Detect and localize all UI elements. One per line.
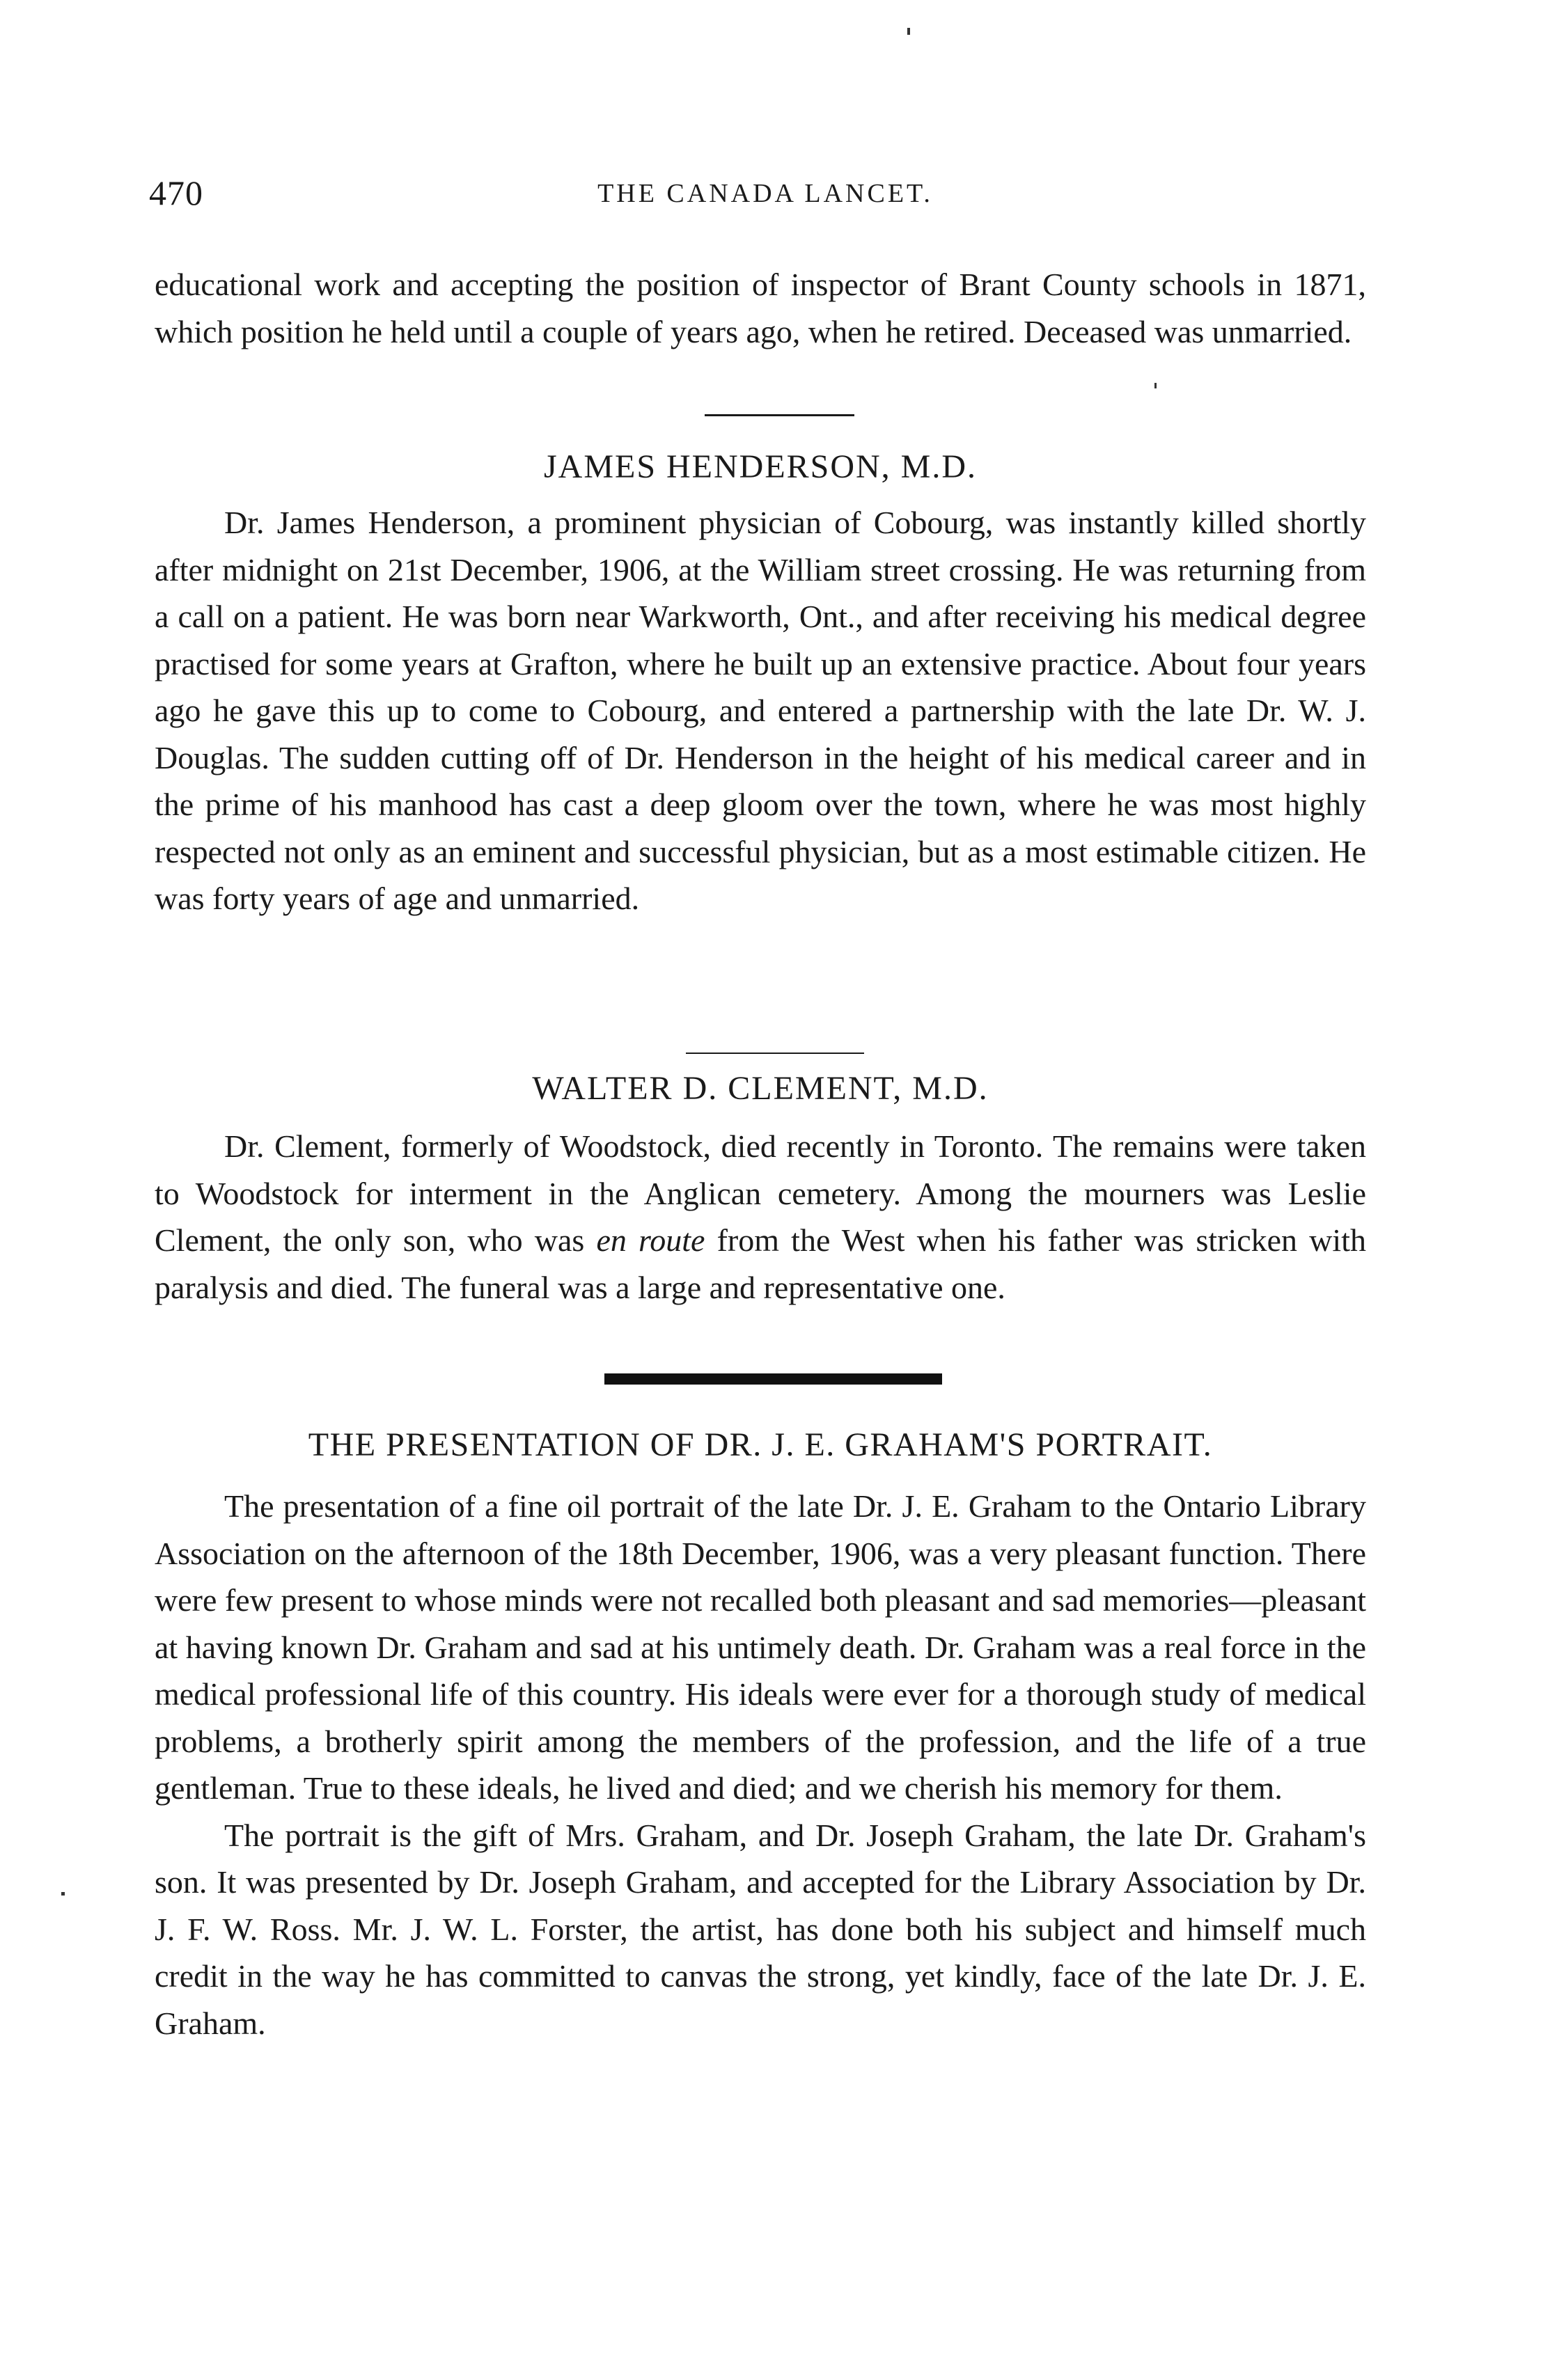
page-number: 470 bbox=[149, 173, 203, 212]
henderson-text-block bbox=[155, 499, 1366, 922]
scan-speck bbox=[61, 1892, 65, 1896]
opening-text-block bbox=[155, 261, 1366, 355]
decorative-bar bbox=[604, 1373, 942, 1385]
clement-paragraph bbox=[155, 1123, 1366, 1311]
running-head bbox=[149, 173, 1381, 221]
scan-speck bbox=[1154, 383, 1157, 388]
scan-speck bbox=[907, 28, 910, 35]
clement-text-block bbox=[155, 1123, 1366, 1311]
portrait-heading: THE PRESENTATION OF DR. J. E. GRAHAM'S PORTRAIT. bbox=[308, 1426, 1213, 1463]
section-separator-rule bbox=[705, 414, 854, 416]
henderson-end-rule bbox=[686, 1053, 864, 1054]
portrait-text-block bbox=[155, 1483, 1366, 2047]
portrait-paragraph-2: The portrait is the gift of Mrs. Graham, and Dr. Joseph Graham, the late Dr. Graham's son. It was presented by Dr. Joseph Graham, and accepted for the Library Association by Dr. J. F. W. Ross. Mr. J. W. L. Forster, the artist, has done both his subject and himself much credit in the way he has committed to canvas the strong, yet kindly, face of the late Dr. J. E. Graham. bbox=[155, 1817, 1366, 2041]
henderson-heading: JAMES HENDERSON, M.D. bbox=[543, 448, 978, 485]
clement-heading: WALTER D. CLEMENT, M.D. bbox=[532, 1070, 989, 1107]
clement-text-start: Dr. Clement, formerly of Woodstock, died recently in Toronto. The remains were taken to Woodstock for interment in the Anglican cemetery. Among the mourners was Leslie Clement, the only son, who was bbox=[155, 1128, 1366, 1258]
journal-title: THE CANADA LANCET. bbox=[597, 179, 933, 208]
portrait-paragraph-1: The presentation of a fine oil portrait of the late Dr. J. E. Graham to the Ontario Library Association on the afternoon of the 18th December, 1906, was a very pleasant function. There were few present to whose minds were not recalled both pleasant and sad memories—pleasant at having known Dr. Graham and sad at his untimely death. Dr. Graham was a real force in the medical professional life of this country. His ideals were ever for a thorough study of medical problems, a brotherly spirit among the members of the profession, and the life of a true gentleman. True to these ideals, he lived and died; and we cherish his memory for them. bbox=[155, 1488, 1366, 1806]
opening-paragraph: educational work and accepting the position of inspector of Brant County schools in 1871, which position he held until a couple of years ago, when he retired. Deceased was unmarried. bbox=[155, 267, 1366, 349]
clement-text-italic: en route bbox=[596, 1222, 705, 1258]
henderson-paragraph: Dr. James Henderson, a prominent physician of Cobourg, was instantly killed shortly after midnight on 21st December, 1906, at the William street crossing. He was returning from a call on a patient. He was born near Warkworth, Ont., and after receiving his medical degree practised for some years at Grafton, where he built up an extensive practice. About four years ago he gave this up to come to Cobourg, and entered a partnership with the late Dr. W. J. Douglas. The sudden cutting off of Dr. Henderson in the height of his medical career and in the prime of his manhood has cast a deep gloom over the town, where he was most highly respected not only as an eminent and successful physician, but as a most estimable citizen. He was forty years of age and unmarried. bbox=[155, 505, 1366, 916]
clement-text-end: from the West when his father was stricken with paralysis and died. The funeral was a large and representative one. bbox=[155, 1222, 1366, 1305]
